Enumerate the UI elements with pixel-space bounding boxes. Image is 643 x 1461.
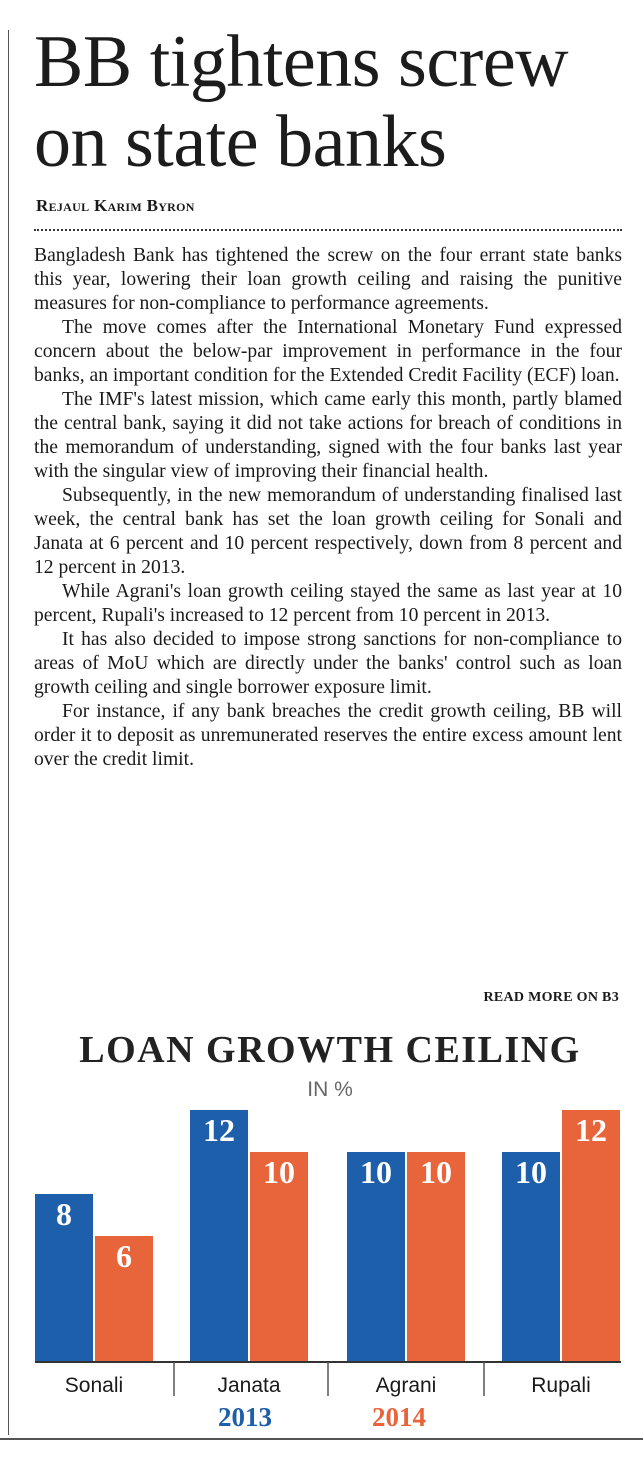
legend-2013: 2013 [218, 1402, 272, 1432]
legend-2014: 2014 [372, 1402, 426, 1432]
article-paragraph: The IMF's latest mission, which came early this month, partly blamed the central bank, saying it did not take actions for breach of conditions in the memorandum of understanding, signed with the four banks last year with the singular view of improving their financial health. [34, 389, 622, 482]
article-paragraph: Subsequently, in the new memorandum of understanding finalised last week, the central bank has set the loan growth ceiling for Sonali and Janata at 6 percent and 10 percent respectively, down from 8 percent and 12 percent in 2013. [34, 485, 622, 578]
data-label-rupali-2014: 12 [575, 1112, 607, 1148]
category-label-agrani: Agrani [375, 1374, 437, 1397]
data-label-agrani-2014: 10 [420, 1154, 452, 1190]
data-label-sonali-2014: 6 [116, 1238, 132, 1274]
data-label-rupali-2013: 10 [515, 1154, 547, 1190]
chart-title: LOAN GROWTH CEILING [79, 1029, 581, 1071]
article-paragraph: While Agrani's loan growth ceiling stayed the same as last year at 10 percent, Rupali's increased to 12 percent from 10 percent in 2013. [34, 581, 622, 626]
read-more-link[interactable]: READ MORE ON B3 [483, 990, 619, 1005]
data-label-agrani-2013: 10 [360, 1154, 392, 1190]
data-label-janata-2014: 10 [263, 1154, 295, 1190]
category-label-rupali: Rupali [531, 1374, 591, 1397]
category-label-janata: Janata [217, 1374, 281, 1397]
category-label-sonali: Sonali [64, 1374, 124, 1397]
byline: Rejaul Karim Byron [36, 196, 195, 215]
bottom-rule [0, 1438, 643, 1440]
data-label-sonali-2013: 8 [56, 1196, 72, 1232]
article-paragraph: It has also decided to impose strong sanctions for non-compliance to areas of MoU which are directly under the banks' control such as loan growth ceiling and single borrower exposure limit. [34, 629, 622, 698]
article-paragraph: The move comes after the International Monetary Fund expressed concern about the below-par improvement in performance in the four banks, an important condition for the Extended Credit Facility (ECF) loan. [34, 317, 622, 386]
data-label-janata-2013: 12 [203, 1112, 235, 1148]
article-paragraph: For instance, if any bank breaches the credit growth ceiling, BB will order it to deposit as unremunerated reserves the entire excess amount lent over the credit limit. [34, 701, 622, 770]
chart-unit: IN % [307, 1078, 353, 1101]
article-paragraph: Bangladesh Bank has tightened the screw on the four errant state banks this year, lowering their loan growth ceiling and raising the punitive measures for non-compliance to performance agreements. [34, 245, 622, 314]
headline: BB tightens screw on state banks [34, 21, 569, 183]
